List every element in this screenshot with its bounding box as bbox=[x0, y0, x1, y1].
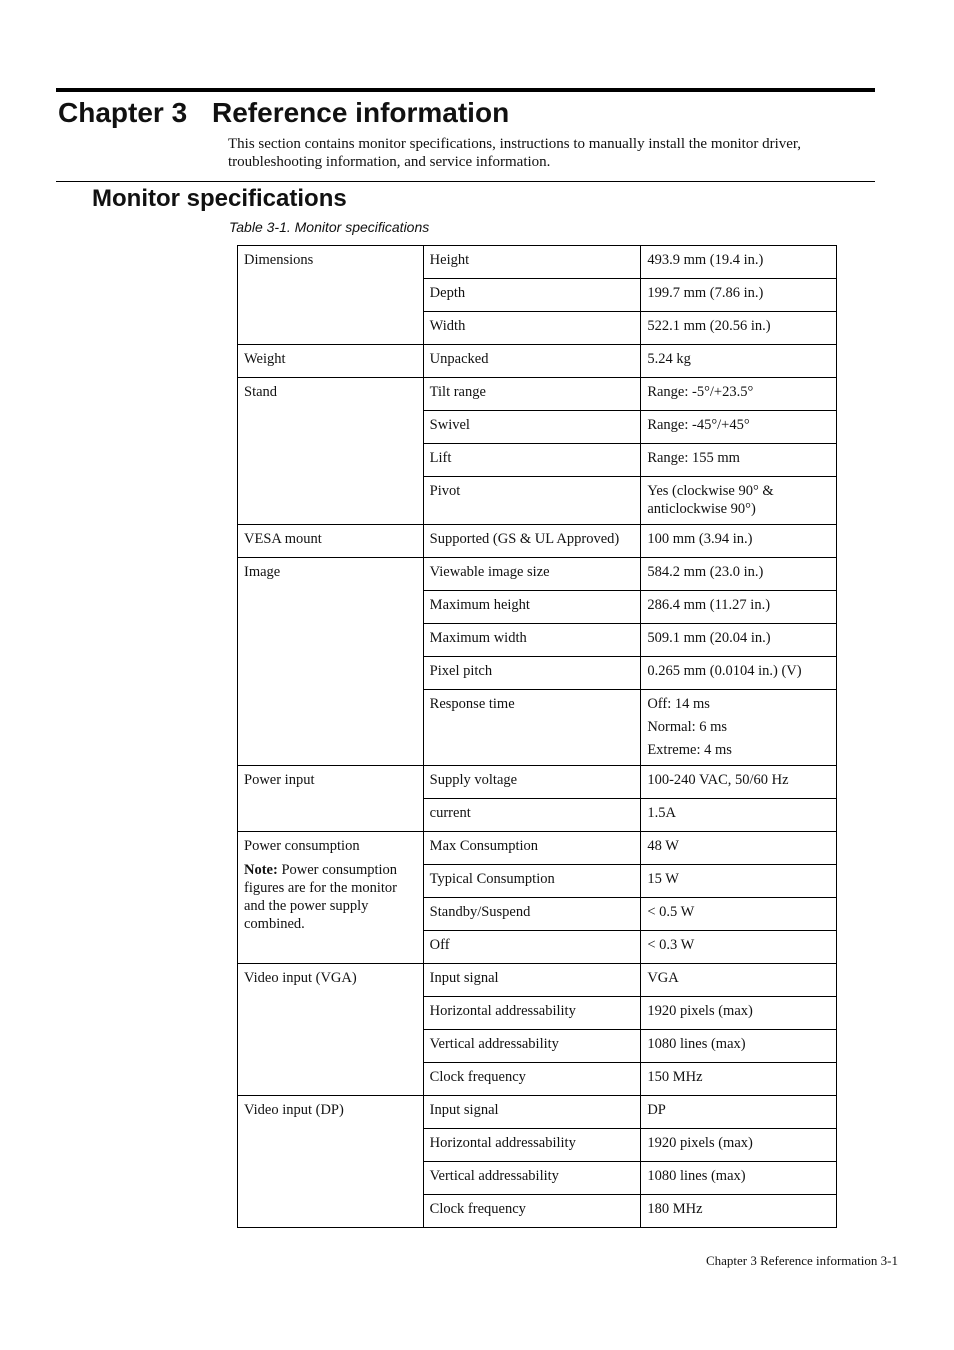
spec-name: Response time bbox=[423, 690, 641, 766]
spec-group-cell bbox=[238, 558, 424, 766]
spec-value: 0.265 mm (0.0104 in.) (V) bbox=[641, 657, 837, 690]
spec-name: current bbox=[423, 799, 641, 832]
spec-value: Range: -45°/+45° bbox=[641, 411, 837, 444]
spec-name: Input signal bbox=[423, 1096, 641, 1129]
spec-value: < 0.3 W bbox=[641, 931, 837, 964]
chapter-intro: This section contains monitor specifications, instructions to manually install the monitor driver, troubleshooting information, and service information. bbox=[228, 136, 802, 170]
spec-value: 509.1 mm (20.04 in.) bbox=[641, 624, 837, 657]
spec-name: Vertical addressability bbox=[423, 1162, 641, 1195]
spec-name: Maximum height bbox=[423, 591, 641, 624]
spec-value: 1920 pixels (max) bbox=[641, 1129, 837, 1162]
chapter-heading bbox=[58, 95, 509, 131]
spec-value: 584.2 mm (23.0 in.) bbox=[641, 558, 837, 591]
spec-value: 1920 pixels (max) bbox=[641, 997, 837, 1030]
spec-group-label: Weight bbox=[244, 351, 286, 367]
spec-name: Off bbox=[423, 931, 641, 964]
spec-name: Horizontal addressability bbox=[423, 997, 641, 1030]
spec-name: Vertical addressability bbox=[423, 1030, 641, 1063]
spec-group-cell bbox=[238, 766, 424, 832]
spec-row bbox=[238, 558, 837, 591]
spec-group-cell bbox=[238, 378, 424, 525]
spec-group-label: VESA mount bbox=[244, 531, 322, 547]
spec-name: Maximum width bbox=[423, 624, 641, 657]
chapter-title: Reference information bbox=[212, 97, 510, 128]
spec-name: Depth bbox=[423, 279, 641, 312]
spec-row bbox=[238, 345, 837, 378]
spec-name: Unpacked bbox=[423, 345, 641, 378]
spec-value: 5.24 kg bbox=[641, 345, 837, 378]
spec-value: DP bbox=[641, 1096, 837, 1129]
spec-value: < 0.5 W bbox=[641, 898, 837, 931]
spec-group-label: Video input (VGA) bbox=[244, 970, 357, 986]
spec-name: Height bbox=[423, 246, 641, 279]
spec-name: Max Consumption bbox=[423, 832, 641, 865]
spec-group-cell bbox=[238, 525, 424, 558]
spec-name: Supported (GS & UL Approved) bbox=[423, 525, 641, 558]
monitor-spec-table bbox=[237, 245, 837, 1228]
spec-value-line: Off: 14 ms bbox=[647, 696, 710, 712]
spec-group-cell bbox=[238, 246, 424, 345]
spec-value: 100-240 VAC, 50/60 Hz bbox=[641, 766, 837, 799]
spec-group-cell bbox=[238, 1096, 424, 1228]
spec-group-label: Power consumption bbox=[244, 838, 360, 854]
spec-name: Swivel bbox=[423, 411, 641, 444]
spec-name: Typical Consumption bbox=[423, 865, 641, 898]
page-footer: Chapter 3 Reference information 3-1 bbox=[705, 1253, 898, 1268]
section-title: Monitor specifications bbox=[92, 185, 347, 212]
spec-group-label: Dimensions bbox=[244, 252, 314, 268]
spec-name: Tilt range bbox=[423, 378, 641, 411]
spec-group-label: Stand bbox=[244, 384, 278, 400]
spec-value: 100 mm (3.94 in.) bbox=[641, 525, 837, 558]
spec-name: Clock frequency bbox=[423, 1195, 641, 1228]
spec-value: Range: -5°/+23.5° bbox=[641, 378, 837, 411]
spec-value: 522.1 mm (20.56 in.) bbox=[641, 312, 837, 345]
spec-table-body bbox=[238, 246, 837, 1228]
spec-value: 15 W bbox=[641, 865, 837, 898]
spec-value: 493.9 mm (19.4 in.) bbox=[641, 246, 837, 279]
spec-name: Lift bbox=[423, 444, 641, 477]
spec-name: Pixel pitch bbox=[423, 657, 641, 690]
spec-note bbox=[244, 861, 417, 933]
spec-note-text: Power consumption figures are for the monitor and the power supply combined. bbox=[244, 862, 398, 932]
spec-group-label: Power input bbox=[244, 772, 315, 788]
chapter-top-rule bbox=[56, 88, 875, 92]
spec-value: 1080 lines (max) bbox=[641, 1030, 837, 1063]
spec-note-label: Note: bbox=[244, 862, 278, 878]
section-rule bbox=[56, 181, 875, 182]
spec-value: 286.4 mm (11.27 in.) bbox=[641, 591, 837, 624]
spec-row bbox=[238, 378, 837, 411]
spec-row bbox=[238, 766, 837, 799]
table-caption: Table 3-1. Monitor specifications bbox=[229, 219, 430, 235]
spec-value: 48 W bbox=[641, 832, 837, 865]
spec-value: 180 MHz bbox=[641, 1195, 837, 1228]
spec-value-line: Normal: 6 ms bbox=[647, 719, 728, 735]
spec-value: 150 MHz bbox=[641, 1063, 837, 1096]
spec-name: Supply voltage bbox=[423, 766, 641, 799]
spec-name: Horizontal addressability bbox=[423, 1129, 641, 1162]
spec-name: Pivot bbox=[423, 477, 641, 525]
spec-value: Range: 155 mm bbox=[641, 444, 837, 477]
spec-value: 1.5A bbox=[641, 799, 837, 832]
spec-value: 199.7 mm (7.86 in.) bbox=[641, 279, 837, 312]
spec-value bbox=[641, 690, 837, 766]
spec-value: VGA bbox=[641, 964, 837, 997]
chapter-number: Chapter 3 bbox=[58, 97, 188, 128]
spec-group-label: Video input (DP) bbox=[244, 1102, 344, 1118]
spec-value: Yes (clockwise 90° & anticlockwise 90°) bbox=[641, 477, 837, 525]
spec-group-label: Image bbox=[244, 564, 281, 580]
spec-group-cell bbox=[238, 832, 424, 964]
spec-name: Clock frequency bbox=[423, 1063, 641, 1096]
spec-name: Width bbox=[423, 312, 641, 345]
spec-row bbox=[238, 832, 837, 865]
spec-group-cell bbox=[238, 964, 424, 1096]
spec-row bbox=[238, 246, 837, 279]
spec-group-cell bbox=[238, 345, 424, 378]
spec-value-line: Extreme: 4 ms bbox=[647, 742, 732, 758]
spec-row bbox=[238, 1096, 837, 1129]
spec-name: Standby/Suspend bbox=[423, 898, 641, 931]
spec-row bbox=[238, 525, 837, 558]
spec-name: Input signal bbox=[423, 964, 641, 997]
spec-value: 1080 lines (max) bbox=[641, 1162, 837, 1195]
spec-row bbox=[238, 964, 837, 997]
spec-name: Viewable image size bbox=[423, 558, 641, 591]
